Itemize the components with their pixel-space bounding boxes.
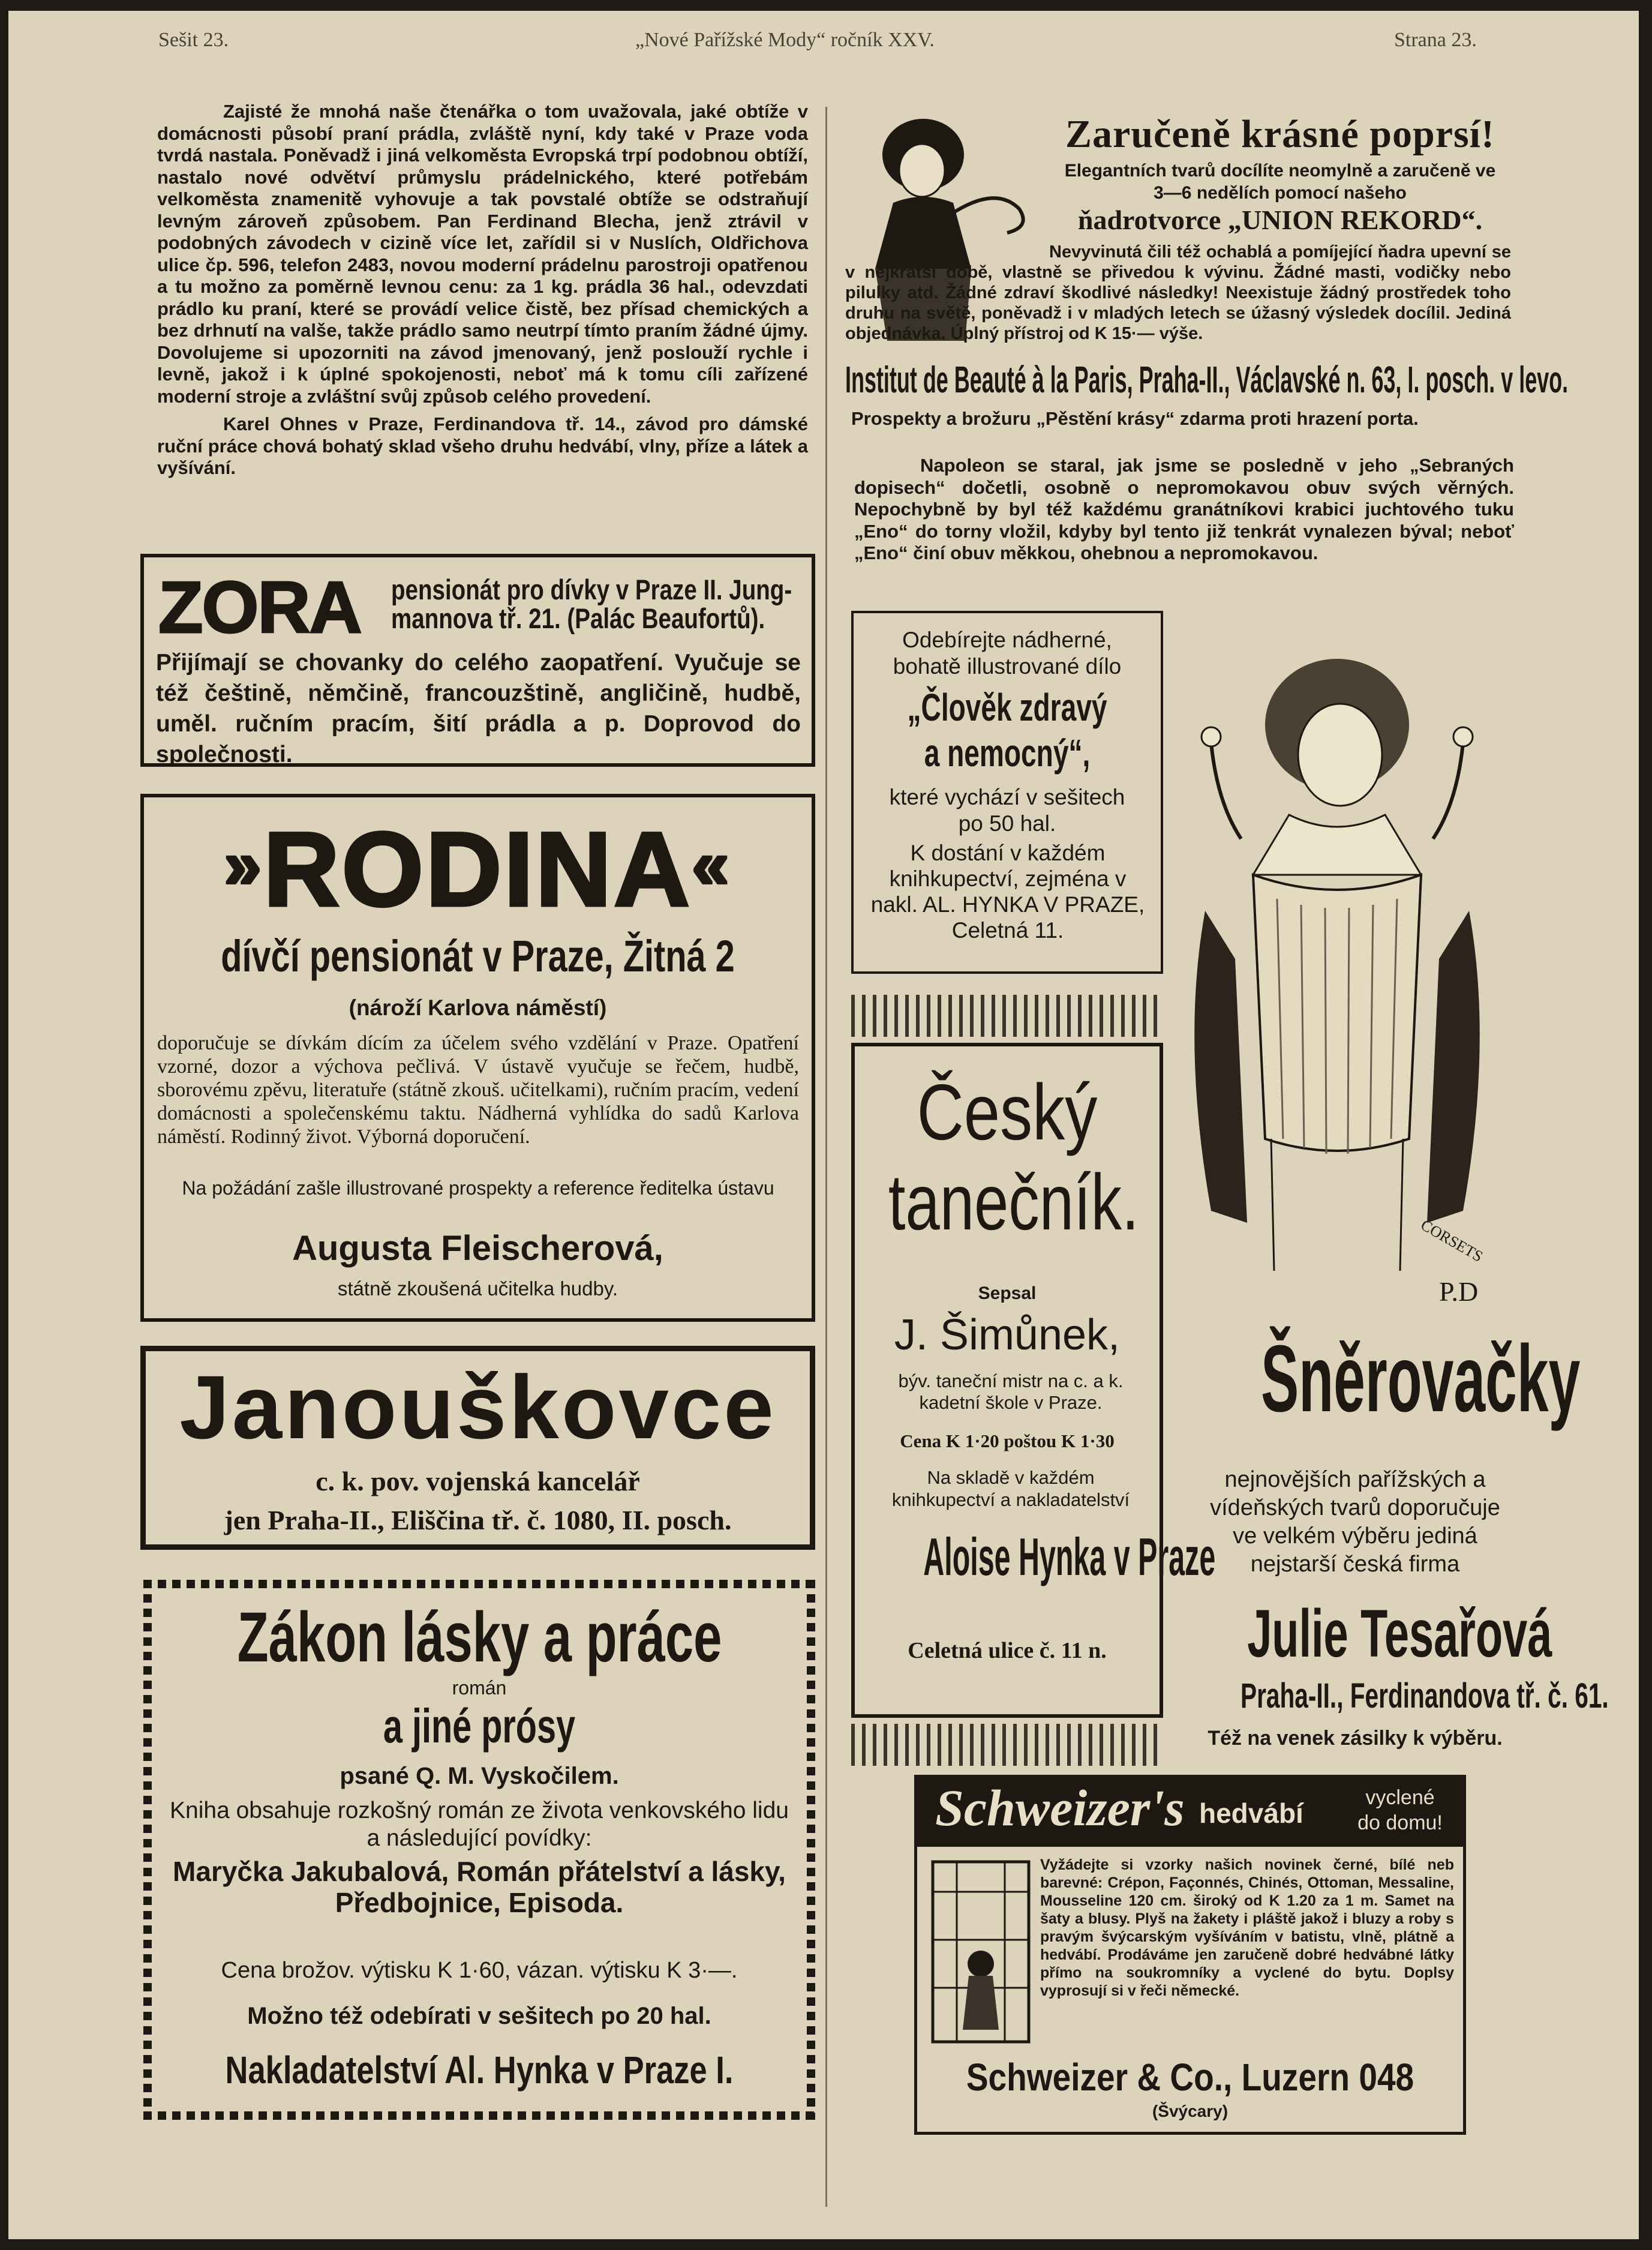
ad-rodina: [140, 794, 815, 1322]
poprsi-institut: Institut de Beauté à la Paris, Praha-II., Václavské n. 63, I. posch. v levo.: [845, 359, 1569, 401]
snerovacky-address: Praha-II., Ferdinandova tř. č. 61.: [1240, 1676, 1609, 1715]
zakon-text: Kniha obsahuje rozkošný román ze života venkovského lidu a následující povídky:: [170, 1798, 789, 1851]
clovek-availability: K dostání v každém knihkupectví, zejména v nakl. AL. HYNKA V PRAZE, Celetná 11.: [870, 841, 1145, 943]
zora-headline: [391, 574, 792, 634]
tanecnik-title: Český: [917, 1068, 1098, 1156]
zakon-publisher: Nakladatelství Al. Hynka v Praze I.: [225, 2048, 734, 2092]
loom-illustration: [927, 1856, 1035, 2048]
clovek-line: bohatě illustrované dílo: [893, 654, 1122, 679]
magazine-page: [8, 11, 1639, 2239]
ad-zora: [140, 554, 815, 767]
zora-text: Přijímají se chovanky do celého zaopatření. Vyučuje se též češtině, němčině, francouzštině, angličině, hudbě, uměl. ručním pracím, šití prádla a p. Doprovod do společnosti.: [156, 650, 801, 767]
quote-right: «: [692, 828, 731, 902]
napoleon-notice: Napoleon se staral, jak jsme se posledně v jeho „Sebraných dopisech“ dočetli, osobně o nepromokavou obuv svých věrných. Nepochybně by byl též každému granátníkovi krabici juchtového tuku „Eno“ do torny vložil, kdyby byl tento již tenkrát vynalezen býval; neboť „Eno“ činí obuv měkkou, ohebnou a nepromokavou.: [854, 455, 1514, 563]
ad-tanecnik: [851, 1043, 1216, 1718]
zora-logo: ZORA: [158, 566, 361, 648]
poprsi-line: Elegantních tvarů docílíte neomylně a zaručeně ve: [1064, 161, 1496, 181]
janouskovce-name: Janouškovce: [179, 1357, 776, 1457]
tanecnik-sepsal: Sepsal: [978, 1283, 1037, 1303]
rodina-corner: (nároží Karlova náměstí): [349, 995, 607, 1020]
zakon-title: Zákon lásky a práce: [237, 1598, 722, 1677]
schweizer-banner: [917, 1778, 1463, 1847]
snerovacky-text: nejnovějších pařížských a vídeňských tvarů doporučuje ve velkém výběru jediná nejstarší česká firma: [1210, 1467, 1500, 1577]
poprsi-line: 3—6 nedělích pomocí našeho: [1154, 183, 1407, 203]
ornament-band: [851, 1724, 1163, 1766]
snerovacky-title: Šněrovačky: [1261, 1326, 1581, 1432]
zakon-roman: román: [452, 1677, 507, 1699]
ornament-border: [143, 1580, 152, 2120]
corset-mark: CORSETS: [1417, 1216, 1486, 1265]
quote-left: »: [224, 828, 264, 902]
clovek-title: „Člověk zdravý: [907, 686, 1107, 729]
zakon-price: Cena brožov. výtisku K 1·60, vázan. výtisku K 3·—.: [221, 1958, 738, 1983]
rodina-title-row: [144, 808, 812, 927]
rodina-title: RODINA: [263, 811, 692, 928]
tanecnik-publisher: Aloise Hynka v Praze: [923, 1527, 1216, 1586]
schweizer-text: Vyžádejte si vzorky našich novinek černé, bílé neb barevné: Crépon, Façonnés, Chinés, Ottoman, Messaline, Mousseline 120 cm. široký od K 1.20 za 1 m. Samet na šaty a blusy. Plyš na žakety i pláště jakož i bluzy a roby s pravým švýcarským vyšíváním v batistu, vlně, plátně a hedvábí. Prodáváme jen zaručeně dobré hedvábné látky přímo na soukromníky a vyclené do bytu. Doplsy vyprosují si v řeči německé.: [1040, 1856, 1454, 1999]
ad-clovek: [851, 611, 1163, 974]
tanecnik-price: Cena K 1·20 poštou K 1·30: [900, 1430, 1115, 1451]
article: [157, 101, 808, 479]
poprsi-title: Zaručeně krásné poprsí!: [1065, 112, 1495, 156]
article-paragraph: Zajisté že mnohá naše čtenářka o tom uvažovala, jaké obtíže v domácnosti působí praní prádla, zvláště nyní, kdy také v Praze voda tvrdá nastala. Poněvadž i jiná velkoměsta Evropská trpí podobnou obtíží, nastalo nové odvětví průmyslu prádelnického, které potřebám velkoměsta znamenitě vyhovuje a tak povstalé obtíže se odstraňují levným zároveň způsobem. Pan Ferdinand Blecha, jenž ztrávil v podobných závodech v cizině více let, zařídil si v Nuslích, Oldřichova ulice čp. 596, telefon 2483, novou moderní prádelnu parostroji opatřenou a tu možno za poměrně levnou cenu: za 1 kg. prádla 36 hal., odevzdati prádlo ku praní, které se provádí velice čistě, bez přísad chemických a bez drhnutí na valše, takže prádlo samo neutrpí tímto praním žádné újmy. Dovolujeme si upozorniti na závod jmenovaný, jenž poslouží rychle i levně, jakož i k úplné spokojenosti, neboť má k tomu cíli zařízené moderní stroje a zvláštní svůj způsob celého provedení.: [157, 101, 808, 407]
ornament-border: [143, 2111, 815, 2120]
schweizer-firm: Schweizer & Co., Luzern 048: [966, 2056, 1414, 2099]
poprsi-text: Nevyvinutá čili též ochablá a pomíjející ňadra upevní se v nejkratší době, vlastně se přivedou k vývinu. Žádné masti, vodičky nebo pilulky atd. Žádné zdraví škodlivé následky! Neexistuje žádný prostředek toho druhu na světě, poněvadž i v mladých letech se úžasný výsledek docílil. Jediná objednávka. Úplný přístroj od K 15·— výše.: [845, 242, 1511, 343]
zakon-stories: Maryčka Jakubalová, Román přátelství a lásky, Předbojnice, Episoda.: [173, 1856, 786, 1918]
schweizer-country: (Švýcary): [1152, 2102, 1229, 2120]
ad-janouskovce: [140, 1346, 815, 1550]
tanecnik-address: Celetná ulice č. 11 n.: [908, 1638, 1107, 1663]
clovek-line: Odebírejte nádherné,: [902, 628, 1112, 652]
rodina-director: Augusta Fleischerová,: [292, 1229, 663, 1268]
zora-headline-line: pensionát pro dívky v Praze II. Jung-: [391, 574, 792, 605]
tanecnik-role: býv. taneční mistr na c. a k. kadetní škole v Praze.: [898, 1370, 1124, 1413]
schweizer-tag: vyclené: [1365, 1786, 1435, 1809]
clovek-title: a nemocný“,: [924, 731, 1091, 775]
janouskovce-line: c. k. pov. vojenská kancelář: [316, 1466, 640, 1496]
clovek-line: které vychází v sešitech: [889, 785, 1125, 809]
zakon-subtitle: a jiné prósy: [383, 1699, 576, 1753]
column-rule: [825, 107, 827, 2207]
ad-schweizer: [914, 1775, 1466, 2135]
poprsi-product: ňadrotvorce „UNION REKORD“.: [1077, 205, 1483, 235]
corset-illustration: [1169, 623, 1505, 1331]
ad-poprsi: [845, 101, 1569, 440]
schweizer-logo: Schweizer's: [935, 1779, 1185, 1837]
schweizer-tag: do domu!: [1357, 1811, 1443, 1834]
header-page: Strana 23.: [1394, 29, 1477, 51]
article-paragraph: Karel Ohnes v Praze, Ferdinandova tř. 14., závod pro dámské ruční práce chová bohatý sklad všeho druhu hedvábí, vlny, příze a látek a vyšívání.: [157, 413, 808, 478]
header-title: „Nové Pařížské Mody“ ročník XXV.: [635, 29, 935, 51]
header-issue: Sešit 23.: [158, 29, 229, 51]
poprsi-prospekty: Prospekty a brožuru „Pěstění krásy“ zdarma proti hrazení porta.: [851, 408, 1419, 429]
tanecnik-author: J. Šimůnek,: [894, 1311, 1121, 1359]
ad-zakon: [143, 1580, 815, 2120]
schweizer-word: hedvábí: [1199, 1798, 1303, 1829]
snerovacky-firm: Julie Tesařová: [1247, 1596, 1552, 1671]
janouskovce-address: jen Praha-II., Eliščina tř. č. 1080, II. posch.: [224, 1505, 732, 1535]
tanecnik-title: tanečník.: [888, 1158, 1139, 1246]
zakon-author: psané Q. M. Vyskočilem.: [340, 1763, 619, 1789]
ornament-border: [143, 1580, 815, 1588]
zora-headline-line: mannova tř. 21. (Palác Beaufortů).: [391, 602, 765, 634]
ornament-band: [851, 995, 1163, 1037]
rodina-role: státně zkoušená učitelka hudby.: [337, 1277, 618, 1300]
corset-initials: P.D: [1439, 1276, 1479, 1307]
rodina-note: Na požádání zašle illustrované prospekty a reference ředitelka ústavu: [182, 1177, 774, 1199]
clovek-line: po 50 hal.: [958, 811, 1056, 836]
ornament-border: [807, 1580, 815, 2120]
zakon-serial: Možno též odebírati v sešitech po 20 hal.: [247, 2003, 711, 2029]
snerovacky-note: Též na venek zásilky k výběru.: [1208, 1727, 1503, 1750]
rodina-subtitle: dívčí pensionát v Praze, Žitná 2: [221, 931, 735, 981]
tanecnik-stock: Na skladě v každém knihkupectví a nakladatelství: [891, 1467, 1130, 1510]
rodina-text: doporučuje se dívkám dícím za účelem svého vzdělání v Praze. Opatření vzorné, dozor a výchova pečlivá. V ústavě vyučuje se řečem, hudbě, sborovému zpěvu, literatuře (státně zkouš. učitelkami), ručním pracím, vedení domácnosti a společenskému taktu. Nádherná vyhlídka do sadů Karlova náměstí. Rodinný život. Výborná doporučení.: [157, 1032, 799, 1148]
